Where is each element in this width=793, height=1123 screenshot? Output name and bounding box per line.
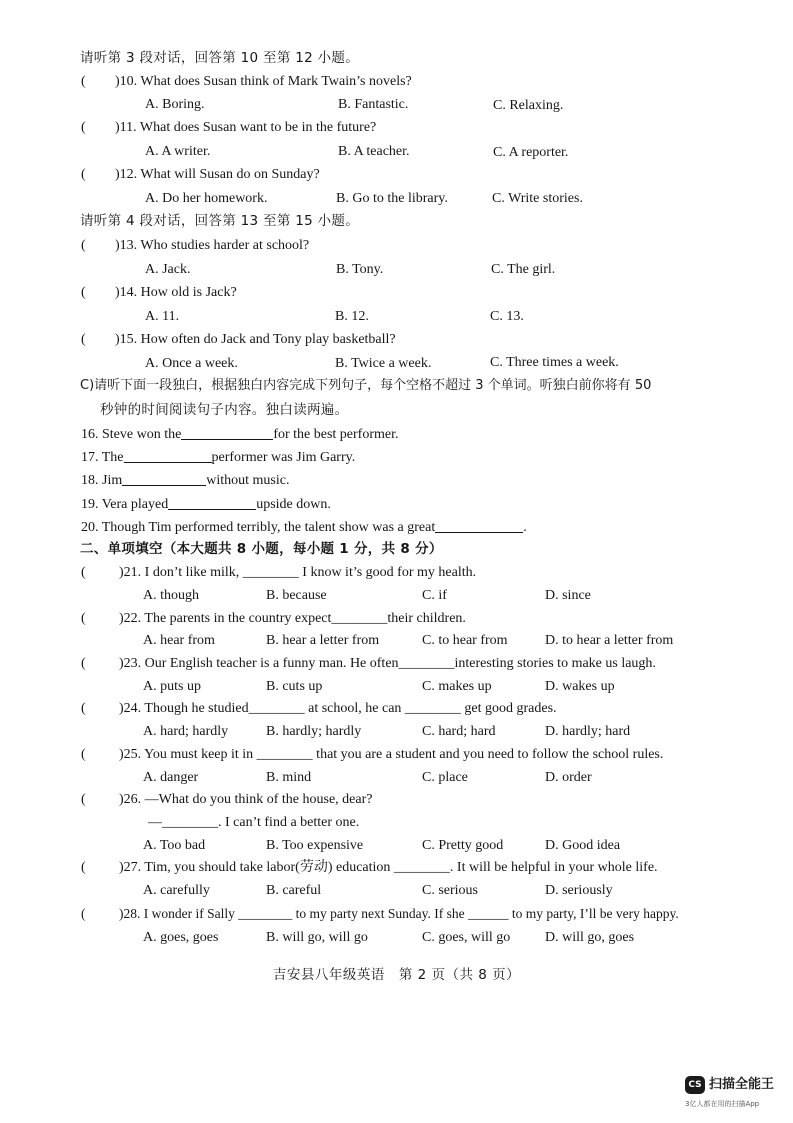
question-26: ( )26. —What do you think of the house, dear? — [81, 792, 373, 807]
option-a: A. goes, goes — [143, 930, 219, 945]
question-26-reply: —________. I can’t find a better one. — [148, 815, 360, 830]
option-d: D. Good idea — [545, 838, 621, 853]
question-28: ( )28. I wonder if Sally ________ to my party next Sunday. If she ______ to my party, I’ll be very happy. — [81, 906, 679, 921]
option-a: A. puts up — [143, 679, 201, 694]
option-b: B. Tony. — [336, 262, 384, 277]
question-13: ( )13. Who studies harder at school? — [81, 238, 310, 253]
option-c: C. if — [422, 588, 447, 603]
option-b: B. A teacher. — [338, 144, 410, 159]
option-a: A. 11. — [145, 309, 180, 324]
option-a: A. hear from — [143, 633, 215, 648]
option-a: A. carefully — [143, 883, 210, 898]
fill-item-19: 19. Vera played upside down. — [81, 497, 331, 512]
option-c: C. makes up — [422, 679, 492, 694]
option-c: C. Pretty good — [422, 838, 504, 853]
option-a: A. Jack. — [145, 262, 191, 277]
option-b: B. hardly; hardly — [266, 724, 362, 739]
question-11: ( )11. What does Susan want to be in the future? — [81, 120, 377, 135]
question-10: ( )10. What does Susan think of Mark Twain’s novels? — [81, 74, 412, 89]
option-b: B. Go to the library. — [336, 191, 448, 206]
option-b: B. Fantastic. — [338, 97, 409, 112]
option-b: B. Too expensive — [266, 838, 364, 853]
option-a: A. A writer. — [145, 144, 211, 159]
question-22: ( )22. The parents in the country expect________their children. — [81, 611, 466, 626]
question-25: ( )25. You must keep it in ________ that you are a student and you need to follow the school rules. — [81, 747, 664, 762]
option-b: B. because — [266, 588, 327, 603]
option-b: B. mind — [266, 770, 312, 785]
cs-logo-icon: CS — [685, 1076, 705, 1094]
option-a: A. hard; hardly — [143, 724, 229, 739]
option-c: C. goes, will go — [422, 930, 511, 945]
option-a: A. Boring. — [145, 97, 205, 112]
option-c: C. 13. — [490, 309, 524, 324]
question-15: ( )15. How often do Jack and Tony play basketball? — [81, 332, 396, 347]
option-a: A. Once a week. — [145, 356, 238, 371]
option-d: D. seriously — [545, 883, 613, 898]
option-b: B. hear a letter from — [266, 633, 380, 648]
answer-blank — [122, 471, 206, 486]
question-14: ( )14. How old is Jack? — [81, 285, 237, 300]
option-a: A. danger — [143, 770, 199, 785]
option-d: D. will go, goes — [545, 930, 635, 945]
option-c: C. hard; hard — [422, 724, 496, 739]
watermark-name: 扫描全能王 — [709, 1077, 775, 1092]
option-b: B. Twice a week. — [335, 356, 432, 371]
question-24: ( )24. Though he studied________ at school, he can ________ get good grades. — [81, 701, 557, 716]
question-12: ( )12. What will Susan do on Sunday? — [81, 167, 320, 182]
question-27: ( )27. Tim, you should take labor(劳动) education ________. It will be helpful in your whole life. — [81, 860, 658, 875]
option-c: C. Relaxing. — [493, 98, 564, 113]
option-c: C. place — [422, 770, 468, 785]
option-d: D. since — [545, 588, 591, 603]
answer-blank — [181, 425, 273, 440]
option-b: B. will go, will go — [266, 930, 368, 945]
option-d: D. wakes up — [545, 679, 615, 694]
part2-header: 二、单项填空（本大题共 8 小题，每小题 1 分，共 8 分） — [80, 541, 443, 557]
watermark-tagline: 3亿人都在用的扫描App — [685, 1100, 760, 1108]
option-b: B. 12. — [335, 309, 369, 324]
option-b: B. cuts up — [266, 679, 323, 694]
section-header: 请听第 3 段对话，回答第 10 至第 12 小题。 — [80, 50, 359, 66]
scanner-watermark — [685, 1076, 793, 1116]
option-c: C. to hear from — [422, 633, 508, 648]
option-c: C. A reporter. — [493, 145, 569, 160]
answer-blank — [435, 518, 523, 533]
answer-blank — [168, 495, 256, 510]
question-23: ( )23. Our English teacher is a funny man. He often________interesting stories to make us laugh. — [81, 656, 656, 671]
option-d: D. hardly; hard — [545, 724, 631, 739]
section-header: 请听第 4 段对话，回答第 13 至第 15 小题。 — [80, 213, 359, 229]
option-d: D. order — [545, 770, 592, 785]
page-footer: 吉安县八年级英语 第 2 页（共 8 页） — [272, 967, 521, 983]
section-c-instruction-cont: 秒钟的时间阅读句子内容。独白读两遍。 — [100, 402, 349, 418]
question-21: ( )21. I don’t like milk, ________ I know it’s good for my health. — [81, 565, 477, 580]
option-a: A. though — [143, 588, 199, 603]
option-a: A. Too bad — [143, 838, 206, 853]
fill-item-16: 16. Steve won the for the best performer. — [81, 427, 399, 442]
option-d: D. to hear a letter from — [545, 633, 674, 648]
answer-blank — [124, 448, 212, 463]
option-c: C. The girl. — [491, 262, 556, 277]
fill-item-17: 17. The performer was Jim Garry. — [81, 450, 356, 465]
option-c: C. Write stories. — [492, 191, 583, 206]
section-c-instruction: C)请听下面一段独白，根据独白内容完成下列句子，每个空格不超过 3 个单词。听独白前你将有 50 — [80, 378, 652, 393]
option-b: B. careful — [266, 883, 322, 898]
fill-item-20: 20. Though Tim performed terribly, the talent show was a great . — [81, 520, 527, 535]
option-c: C. serious — [422, 883, 478, 898]
option-c: C. Three times a week. — [490, 355, 619, 370]
option-a: A. Do her homework. — [145, 191, 268, 206]
fill-item-18: 18. Jim without music. — [81, 473, 290, 488]
